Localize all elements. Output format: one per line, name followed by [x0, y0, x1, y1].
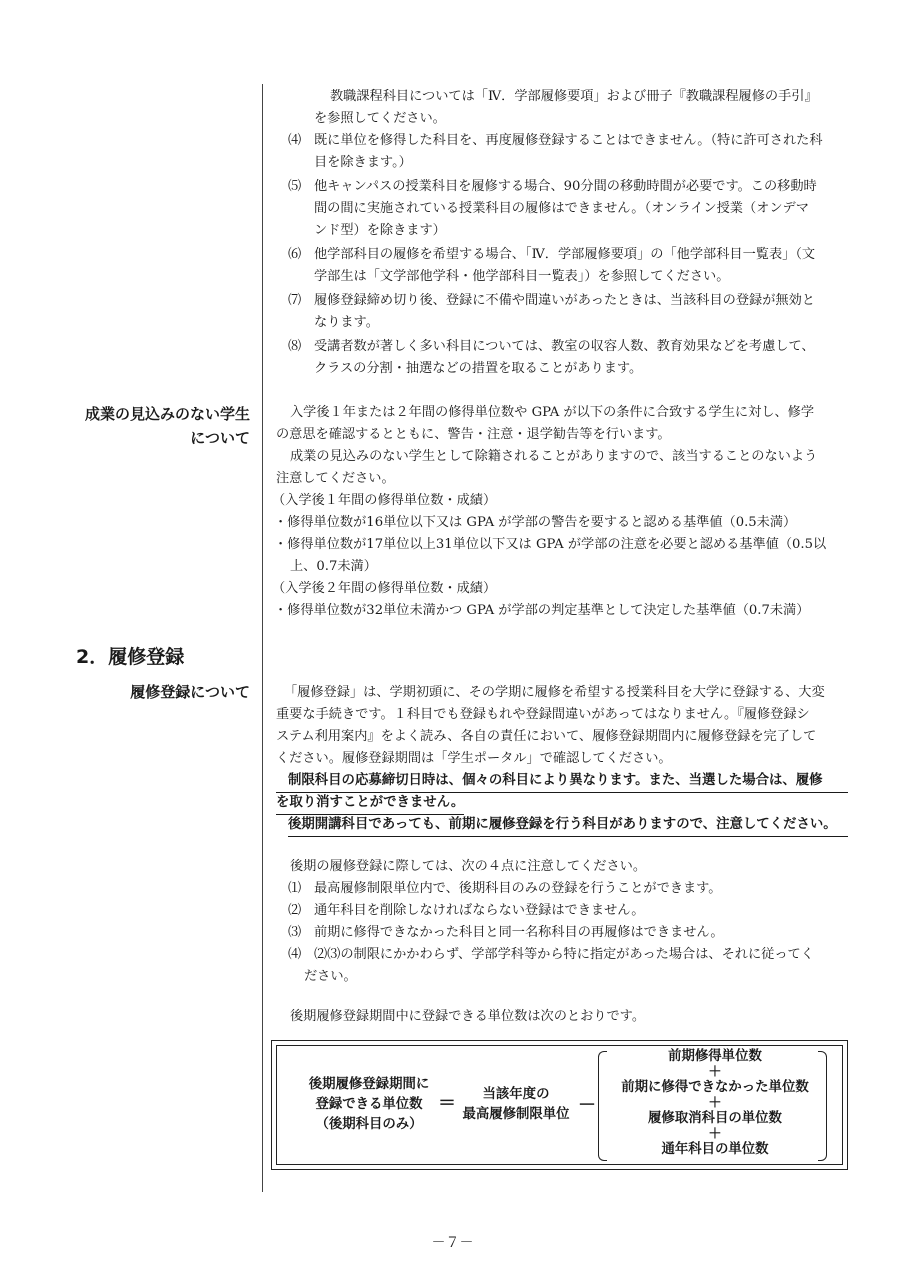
- formula-box: [271, 1040, 848, 1170]
- year1-heading: （入学後１年間の修得単位数・成績）: [272, 493, 497, 508]
- warning-line: 後期開講科目であっても、前期に履修登録を行う科目がありますので、注意してください。: [288, 814, 848, 837]
- right-bracket: [818, 1051, 827, 1161]
- year1-bullet-cont: 上、0.7未満）: [290, 559, 377, 574]
- list-item-cont: なります。: [314, 315, 379, 330]
- list-item-cont: クラスの分割・抽選などの措置を取ることがあります。: [314, 361, 643, 376]
- list-item-cont: 学部生は「文学部他学科・他学部科目一覧表」）を参照してください。: [314, 269, 730, 284]
- list-item: ⑹ 他学部科目の履修を希望する場合、「Ⅳ．学部履修要項」の「他学部科目一覧表」（文: [288, 247, 816, 262]
- prospects-heading: 成業の見込みのない学生 について: [84, 405, 250, 447]
- kyoshoku-intro-line1: 教職課程科目については「Ⅳ．学部履修要項」および冊子『教職課程履修の手引』: [330, 89, 818, 104]
- term: 通年科目の単位数: [661, 1142, 769, 1157]
- formula-terms: [606, 1049, 824, 1158]
- list-item: ⑷ 既に単位を修得した科目を、再度履修登録することはできません。（特に許可された科: [288, 133, 823, 148]
- list-item: ⑵ 通年科目を削除しなければならない登録はできません。: [288, 903, 645, 918]
- list-item: ⑸ 他キャンパスの授業科目を履修する場合、90分間の移動時間が必要です。この移動時: [288, 179, 817, 194]
- list-item: ⑷ ⑵⑶の制限にかかわらず、学部学科等から特に指定があった場合は、それに従ってく: [288, 947, 814, 962]
- registration-heading: 履修登録について: [130, 683, 250, 701]
- term: 前期修得単位数: [668, 1049, 762, 1064]
- registration-p1-line1: 「履修登録」は、学期初頭に、その学期に履修を希望する授業科目を大学に登録する、大変: [284, 685, 825, 700]
- warning-line: を取り消すことができません。: [276, 792, 464, 815]
- year2-bullet: ・修得単位数が32単位未満かつ GPA が学部の判定基準として決定した基準値（0.7未満）: [274, 603, 810, 618]
- plus-sign: ＋: [708, 1095, 722, 1111]
- year2-heading: （入学後２年間の修得単位数・成績）: [272, 581, 497, 596]
- prospects-p2-line1: 成業の見込みのない学生として除籍されることがありますので、該当することのないよう: [290, 449, 818, 464]
- registration-p1-line4: ください。履修登録期間は「学生ポータル」で確認してください。: [276, 751, 672, 766]
- year1-bullet: ・修得単位数が16単位以下又は GPA が学部の警告を要すると認める基準値（0.5未満）: [274, 515, 797, 530]
- list-item: ⑺ 履修登録締め切り後、登録に不備や間違いがあったときは、当該科目の登録が無効と: [288, 293, 815, 308]
- registration-p1-line2: 重要な手続きです。１科目でも登録もれや登録間違いがあってはなりません。『履修登録シ: [276, 707, 810, 722]
- list-item-cont: ンド型）を除きます）: [314, 223, 446, 238]
- term: 前期に修得できなかった単位数: [621, 1080, 809, 1095]
- later-intro: 後期の履修登録に際しては、次の４点に注意してください。: [290, 859, 647, 874]
- prospects-p1-line1: 入学後１年または２年間の修得単位数や GPA が以下の条件に合致する学生に対し、修学: [290, 405, 815, 420]
- formula-left: 後期履修登録期間に 登録できる単位数 （後期科目のみ）: [308, 1077, 430, 1132]
- list-item-cont: 間の間に実施されている授業科目の履修はできません。（オンライン授業（オンデマ: [314, 201, 809, 216]
- minus-sign: －: [578, 1095, 596, 1116]
- kyoshoku-intro-line2: を参照してください。: [314, 111, 446, 126]
- plus-sign: ＋: [708, 1126, 722, 1142]
- credits-intro: 後期履修登録期間中に登録できる単位数は次のとおりです。: [290, 1009, 646, 1024]
- warning-line: 制限科目の応募締切日時は、個々の科目により異なります。また、当選した場合は、履修: [276, 770, 848, 793]
- formula-mid: 当該年度の 最高履修制限単位: [462, 1087, 570, 1122]
- prospects-p1-line2: の意思を確認するとともに、警告・注意・退学勧告等を行います。: [276, 427, 671, 442]
- list-item: ⑴ 最高履修制限単位内で、後期科目のみの登録を行うことができます。: [288, 881, 722, 896]
- margin-rule: [262, 84, 263, 1192]
- list-item: ⑶ 前期に修得できなかった科目と同一名称科目の再履修はできません。: [288, 925, 724, 940]
- term: 履修取消科目の単位数: [648, 1111, 782, 1126]
- list-item-cont: ださい。: [304, 969, 357, 984]
- prospects-p2-line2: 注意してください。: [276, 471, 395, 486]
- section-title: 2．履修登録: [76, 646, 185, 668]
- registration-p1-line3: ステム利用案内』をよく読み、各自の責任において、履修登録期間内に履修登録を完了して: [276, 729, 817, 744]
- list-item: ⑻ 受講者数が著しく多い科目については、教室の収容人数、教育効果などを考慮して、: [288, 339, 815, 354]
- plus-sign: ＋: [708, 1064, 722, 1080]
- list-item-cont: 目を除きます。）: [314, 155, 412, 170]
- page-number: －７－: [431, 1235, 474, 1251]
- year1-bullet: ・修得単位数が17単位以上31単位以下又は GPA が学部の注意を必要と認める基準値（0.5以: [274, 537, 827, 552]
- equals-sign: ＝: [438, 1093, 456, 1114]
